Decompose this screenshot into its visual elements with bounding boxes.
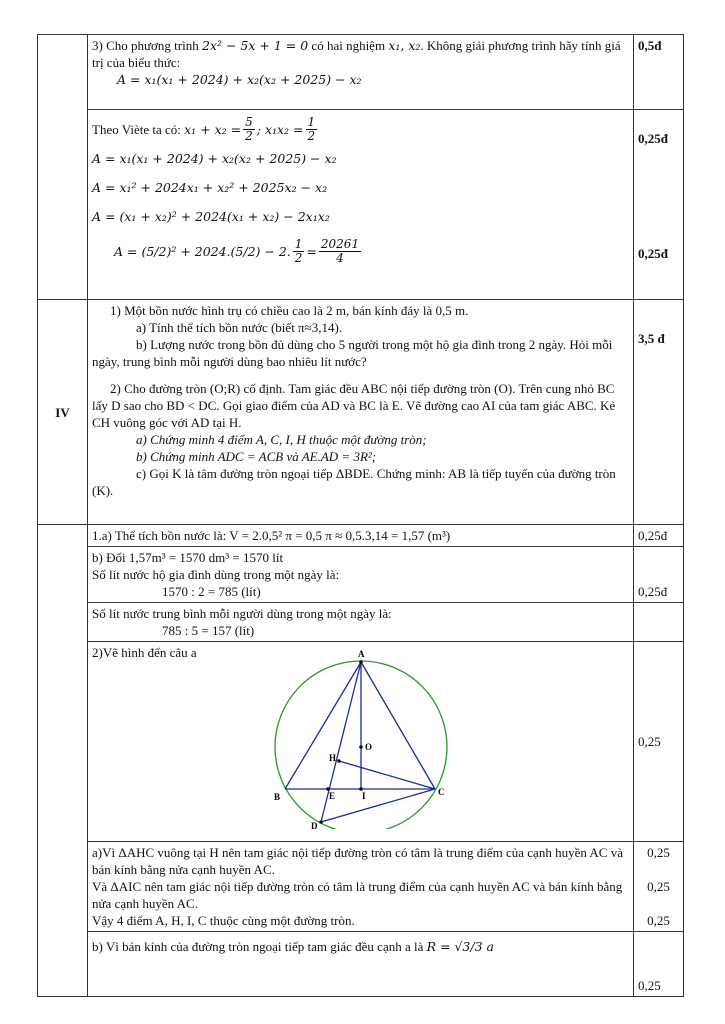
segment-dc [321,789,435,822]
label-h: H [328,753,336,763]
segment-ab [285,662,361,789]
q3-equation: 2x² − 5x + 1 = 0 [201,38,309,53]
viete-final [92,231,629,271]
a-score-1: 0,25 [647,845,670,860]
viete-prod-left: ; x₁x₂ = [256,122,304,137]
viete-score-1: 0,25đ [638,131,668,146]
point-o [359,745,363,749]
solution-cell [88,603,634,642]
figure-label: 2)Vẽ hình đến câu a [92,645,197,660]
table-row [38,642,684,842]
label-d: D [310,821,317,829]
label-i: I [361,791,366,801]
part4-score: 3,5 đ [638,331,665,346]
s1b-line-2: Số lít nước hộ gia đình dùng trong một ngày là: [92,567,340,582]
viete-sum-left: x₁ + x₂ = [184,122,242,137]
label-e: E [328,791,335,801]
geometry-figure [261,649,461,829]
section-cell-empty [38,525,88,997]
final-lhs: A = [114,243,138,259]
s1b-line-1: b) Đổi 1,57m³ = 1570 dm³ = 1570 lít [92,550,284,565]
solution-cell [88,547,634,603]
a-line-3: Vậy 4 điểm A, H, I, C thuộc cùng một đường tròn. [92,913,355,928]
fraction-denominator: 2 [307,129,316,143]
q3-expression: A = x₁(x₁ + 2024) + x₂(x₂ + 2025) − x₂ [117,72,362,87]
segment-ad [321,662,361,822]
final-half-fraction [293,238,305,265]
label-a: A [357,649,364,659]
grading-table [37,34,684,997]
q3-text-a: 3) Cho phương trình [92,38,199,53]
score-cell [634,842,684,932]
s1b-line-3: 1570 : 2 = 785 (lít) [162,584,261,599]
p2-c: c) Gọi K là tâm đường tròn ngoại tiếp ΔBDE. Chứng minh: AB là tiếp tuyến của đường tròn (K). [92,466,616,498]
table-row [38,35,684,110]
b-score: 0,25 [638,978,661,993]
score-cell-empty [634,603,684,642]
viete-sum-fraction [243,116,255,143]
s1c-line-1: Số lít nước trung bình mỗi người dùng trong một ngày là: [92,606,392,621]
figure-score: 0,25 [638,734,661,749]
label-o: O [364,742,372,752]
p2-b: b) Chứng minh ADC = ACB và AE.AD = 3R²; [136,449,377,464]
score-cell [634,300,684,525]
p1-title: 1) Một bồn nước hình trụ có chiều cao là 2 m, bán kính đáy là 0,5 m. [110,303,469,318]
score-cell [634,932,684,997]
a-line-2: Và ΔAIC nên tam giác nội tiếp đường tròn có tâm là trung điểm của cạnh huyền AC và bán kính bằng nửa cạnh huyền AC. [92,879,623,911]
final-equals: = [306,243,317,259]
table-row [38,110,684,300]
b-text: b) Vì bán kính của đường tròn ngoại tiếp tam giác đều cạnh a là [92,939,424,954]
fraction-numerator: 1 [294,236,303,251]
score-cell [634,35,684,110]
q3-roots: x₁, x₂ [388,38,421,53]
score-cell [634,642,684,842]
s1b-score: 0,25đ [638,584,668,599]
solution-cell [88,842,634,932]
fraction-denominator: 2 [245,129,253,143]
problem-statement-cell [88,300,634,525]
a-score-2: 0,25 [647,879,670,894]
label-c: C [437,787,444,797]
section-roman: IV [38,300,88,525]
final-middle: (5/2)² + 2024.(5/2) − 2. [141,243,291,259]
p2-a: a) Chứng minh 4 điểm A, C, I, H thuộc một đường tròn; [136,432,427,447]
figure-cell [88,642,634,842]
table-row [38,547,684,603]
viete-line-2: A = x₁² + 2024x₁ + x₂² + 2025x₂ − x₂ [92,180,328,195]
table-row [38,300,684,525]
fraction-denominator: 4 [336,250,344,265]
label-b: B [273,792,280,802]
score-cell [634,547,684,603]
q3-score: 0,5đ [638,38,662,53]
s1c-line-2: 785 : 5 = 157 (lít) [162,623,255,638]
table-row [38,525,684,547]
fraction-denominator: 2 [294,250,303,265]
viete-prod-fraction [306,116,318,143]
point-d [319,820,323,824]
solution-cell: 1.a) Thể tích bồn nước là: V = 2.0,5² π = 0,5 π ≈ 0,5.3,14 = 1,57 (m³) [88,525,634,547]
table-row [38,932,684,997]
p1-a: a) Tính thể tích bồn nước (biết π≈3,14). [136,320,343,335]
point-a [359,660,363,664]
p1-b: b) Lượng nước trong bồn đủ dùng cho 5 người trong một hộ gia đình trong 2 ngày. Hỏi mỗi ngày, trung bình mỗi người dùng bao nhiêu lít nước? [92,337,613,369]
table-row [38,603,684,642]
fraction-numerator: 20261 [320,236,360,251]
viete-line-3: A = (x₁ + x₂)² + 2024(x₁ + x₂) − 2x₁x₂ [92,209,330,224]
s1a-score: 0,25đ [638,528,668,543]
point-h [337,759,341,763]
fraction-numerator: 1 [307,115,316,129]
question-cell [88,35,634,110]
section-cell-empty [38,35,88,300]
q3-text-b: có hai nghiệm [311,38,386,53]
fraction-numerator: 5 [245,115,253,129]
solution-cell [88,932,634,997]
viete-line-1: A = x₁(x₁ + 2024) + x₂(x₂ + 2025) − x₂ [92,151,337,166]
a-score-3: 0,25 [647,913,670,928]
table-row [38,842,684,932]
a-line-1: a)Vì ΔAHC vuông tại H nên tam giác nội tiếp đường tròn có tâm là trung điểm của cạnh huyền AC và bán kính bằng nửa cạnh huyền AC. [92,845,623,877]
viete-label: Theo Viète ta có: [92,122,181,137]
p2-title: 2) Cho đường tròn (O;R) cố định. Tam giác đều ABC nội tiếp đường tròn (O). Trên cung nhỏ BC lấy D sao cho BD < DC. Gọi giao điểm của AD và BC là E. Vẽ đường cao AI của tam giác ABC. Kẻ CH vuông góc với AD tại H. [92,381,616,430]
segment-ac [361,662,435,789]
q3-text-c: . Không giải phương trình hãy tính giá trị của biểu thức: [92,38,621,70]
solution-cell [88,110,634,300]
score-cell [634,110,684,300]
score-cell [634,525,684,547]
viete-score-2: 0,25đ [638,246,668,261]
b-formula: R = √3/3 a [426,939,494,954]
final-result-fraction [319,238,361,265]
